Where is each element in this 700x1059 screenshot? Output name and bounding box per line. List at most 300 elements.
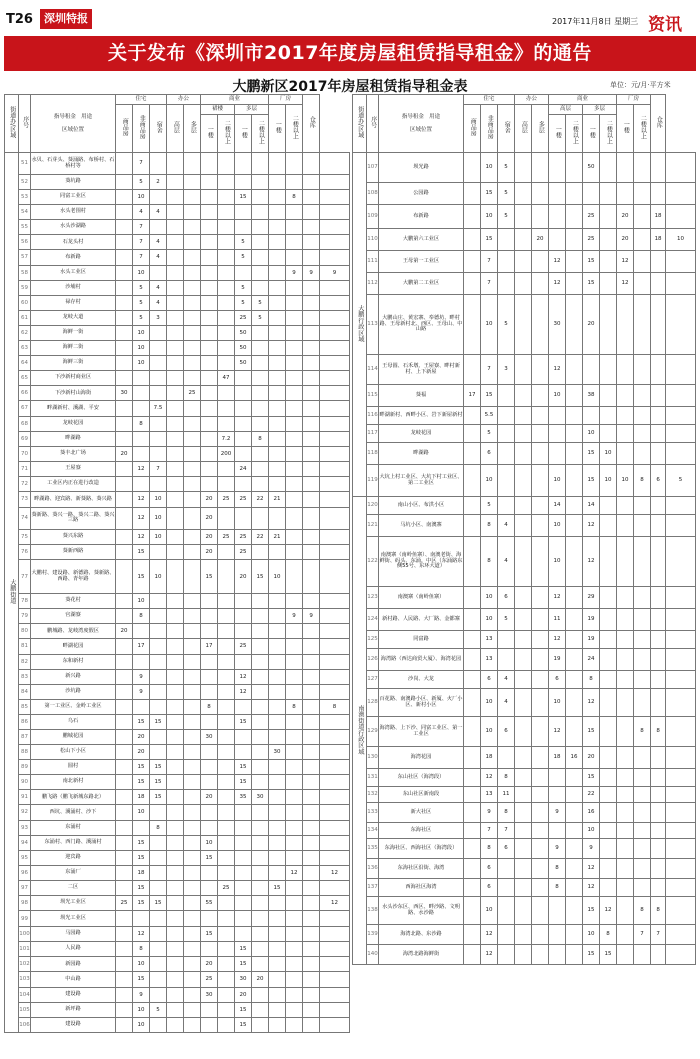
rent-value [235,820,252,835]
rent-value [303,684,320,699]
rent-value [184,730,201,745]
rent-value [303,491,320,507]
row-number: 109 [367,205,379,229]
rent-value: 15 [133,972,150,987]
rent-value: 6 [498,717,515,747]
rent-value [651,747,666,769]
area-name: 畔湖新村、西畔小区、岩下新屋新村 [379,407,464,425]
rent-value [252,865,269,880]
table-row [5,775,350,790]
rent-value: 12 [549,273,566,295]
rent-value [600,823,617,839]
area-name: 百花路、南澳路小区、新厦、火厂小区、新村小区 [379,689,464,717]
rent-value [515,839,532,859]
rent-value: 15 [133,560,150,594]
row-number: 100 [19,927,31,942]
rent-value [600,251,617,273]
table-row [5,295,350,310]
rent-value [303,529,320,544]
row-number: 58 [19,265,31,280]
rent-value [286,911,303,927]
rent-value [167,699,184,714]
rent-value [150,850,167,865]
rent-value [532,609,549,631]
rent-value: 7 [133,250,150,265]
rent-value [150,805,167,820]
rent-value [218,609,235,624]
rent-value [218,175,235,190]
table-row [5,790,350,805]
rent-value [116,295,133,310]
rent-value [116,609,133,624]
rent-value: 8 [600,925,617,945]
rent-value [515,609,532,631]
table-title: 大鹏新区2017年房屋租赁指导租金表 [232,79,468,95]
area-name: 葵福 [379,385,464,407]
rent-value [600,609,617,631]
rent-value [269,446,286,461]
rent-value [252,609,269,624]
rent-value [286,401,303,416]
row-number: 75 [19,529,31,544]
rent-value [252,714,269,729]
rent-value [269,265,286,280]
rent-value [320,507,350,529]
rent-value [269,280,286,295]
rent-value [252,594,269,609]
rent-value [515,823,532,839]
rent-value [303,356,320,371]
rent-value [303,545,320,560]
rent-value [167,295,184,310]
rent-value [498,425,515,443]
row-number: 123 [367,587,379,609]
rent-value [617,609,634,631]
rent-value [150,639,167,654]
rent-value [201,760,218,775]
rent-value [549,787,566,803]
rent-value [150,153,167,175]
rent-value [600,747,617,769]
rent-value: 7 [133,235,150,250]
rent-value [320,341,350,356]
rent-value [184,325,201,340]
rent-value [651,443,666,465]
rent-value [150,911,167,927]
row-number: 119 [367,465,379,497]
table-row [353,879,696,897]
rent-value: 12 [617,251,634,273]
rent-value [566,787,583,803]
rent-value [320,624,350,639]
rent-value [634,839,651,859]
rent-value [184,190,201,205]
rent-value [566,769,583,787]
rent-value: 12 [549,251,566,273]
rent-value [269,190,286,205]
rent-value [269,790,286,805]
table-row [5,911,350,927]
area-name: 东海社区沿街、海湾 [379,859,464,879]
rent-value [286,624,303,639]
rent-value [167,545,184,560]
rent-value: 50 [235,341,252,356]
rent-value [532,879,549,897]
rent-value [651,787,666,803]
rent-value: 4 [498,515,515,537]
rent-value [634,879,651,897]
rent-value [269,507,286,529]
rent-value [464,769,481,787]
rent-value: 19 [583,631,600,649]
rent-value [464,465,481,497]
area-name: 王屋寮 [31,461,116,476]
table-row [5,609,350,624]
rent-value [150,371,167,386]
row-number: 113 [367,295,379,355]
rent-value [532,443,549,465]
rent-value [218,775,235,790]
rent-value [167,416,184,431]
rent-value [320,175,350,190]
row-number: 97 [19,880,31,895]
rent-value [532,385,549,407]
rent-value [566,897,583,925]
rent-value [167,820,184,835]
rent-value [515,689,532,717]
rent-value: 10 [133,190,150,205]
rent-value: 7.5 [150,401,167,416]
area-name: 建设路 [31,987,116,1002]
rent-value [600,649,617,671]
rent-value: 10 [133,594,150,609]
rent-value [201,220,218,235]
rent-value [133,401,150,416]
rent-value [218,507,235,529]
rent-value: 10 [549,537,566,587]
rent-value [286,529,303,544]
area-name: 松山下小区 [31,745,116,760]
rent-value [235,153,252,175]
rent-value [532,897,549,925]
area-name: 东涌村 [31,820,116,835]
rent-value: 5 [498,205,515,229]
rent-value [286,730,303,745]
rent-value [651,251,666,273]
rent-value [634,205,651,229]
rent-value [167,431,184,446]
rent-value: 12 [583,515,600,537]
rent-value [133,476,150,491]
rent-value: 8 [150,820,167,835]
row-number: 116 [367,407,379,425]
rent-value [184,507,201,529]
rent-value [235,699,252,714]
rent-value [167,972,184,987]
table-row [5,639,350,654]
rent-value [532,273,549,295]
rent-value [235,835,252,850]
rent-value [286,760,303,775]
row-number: 69 [19,431,31,446]
seq-header: 序号 [21,116,29,129]
rent-value [515,251,532,273]
table-row [5,175,350,190]
rent-value [666,897,696,925]
rent-value [184,896,201,911]
table-row [5,529,350,544]
rent-value [150,341,167,356]
row-number: 131 [367,769,379,787]
rent-value: 5 [133,175,150,190]
rent-value [532,859,549,879]
rent-value [600,355,617,385]
row-number: 92 [19,805,31,820]
rent-value [532,425,549,443]
area-name: 新兴路 [31,669,116,684]
table-row [353,537,696,587]
rent-value [617,787,634,803]
location-header: 区域位置 [61,126,84,133]
rent-value: 12 [133,529,150,544]
area-name: 畔湖花园 [31,639,116,654]
rent-value [600,689,617,717]
rent-value: 8 [651,897,666,925]
rent-value [303,699,320,714]
rent-value [320,1002,350,1017]
area-name: 石龙头村 [31,235,116,250]
rent-value: 15 [235,760,252,775]
rent-value [218,280,235,295]
rent-value [303,250,320,265]
area-name: 畔湖新村、溪湖、平安 [31,401,116,416]
rent-value [566,839,583,859]
rent-value [116,942,133,957]
rent-value: 10 [150,560,167,594]
rent-value [218,235,235,250]
rent-value [617,671,634,689]
rent-value [303,972,320,987]
rent-value [666,925,696,945]
rent-value: 16 [566,747,583,769]
rent-value: 10 [481,587,498,609]
rent-value [600,229,617,251]
area-name: 大鹏第二工业区 [379,273,464,295]
commercial-header: 商业 [201,95,269,105]
table-row [353,925,696,945]
area-name: 同富路 [379,631,464,649]
rent-value: 12 [583,879,600,897]
row-number: 140 [367,945,379,965]
rent-value: 10 [481,205,498,229]
rent-value [566,385,583,407]
rent-value [269,805,286,820]
rent-value: 9 [133,684,150,699]
row-number: 63 [19,341,31,356]
rent-value [116,699,133,714]
rent-value [167,624,184,639]
table-row [5,250,350,265]
rent-value [464,295,481,355]
rent-value [532,649,549,671]
rent-value [617,153,634,183]
rent-value [464,671,481,689]
rent-value: 47 [218,371,235,386]
rent-value [252,684,269,699]
rent-value [515,631,532,649]
rent-value [184,942,201,957]
rent-value [464,859,481,879]
rent-value: 12 [549,717,566,747]
rent-value [464,425,481,443]
rent-value [184,280,201,295]
rent-value [651,295,666,355]
rent-value [184,714,201,729]
table-row [353,229,696,251]
rent-value [566,205,583,229]
row-number: 103 [19,972,31,987]
rent-value [303,280,320,295]
rent-value [320,714,350,729]
rent-value [320,325,350,340]
table-row [5,401,350,416]
table-row [353,465,696,497]
rent-value [184,669,201,684]
table-row [5,896,350,911]
rent-value [235,175,252,190]
rent-value [184,654,201,669]
rent-value [651,689,666,717]
row-number: 54 [19,205,31,220]
table-row [353,355,696,385]
rent-value [150,356,167,371]
rent-value: 30 [269,745,286,760]
rent-value [184,220,201,235]
row-number: 78 [19,594,31,609]
rent-value [150,265,167,280]
rent-value [201,654,218,669]
rent-value [150,594,167,609]
table-row [353,859,696,879]
row-number: 127 [367,671,379,689]
rent-value [666,839,696,859]
rent-value [167,476,184,491]
rent-value [634,443,651,465]
rent-value [184,835,201,850]
row-number: 110 [367,229,379,251]
rent-value [167,927,184,942]
district-group [5,153,19,1033]
rent-value: 4 [150,295,167,310]
rent-value [600,153,617,183]
rent-value [184,684,201,699]
area-name: 龙岐花园 [379,425,464,443]
rent-value [498,859,515,879]
area-name: 大坑上村工业区、大坑下村工业区、第二工业区 [379,465,464,497]
rent-value: 13 [481,631,498,649]
area-name: 东海社区、西海社区（海湾段） [379,839,464,859]
rent-value [464,717,481,747]
rent-value [184,987,201,1002]
rent-value: 13 [481,787,498,803]
district-label: 南澳街道行政区域 [356,704,364,755]
rent-value: 30 [235,972,252,987]
rent-value [320,850,350,865]
rent-value [532,515,549,537]
rent-value [566,717,583,747]
rent-value [167,265,184,280]
rent-value [167,310,184,325]
rent-value [116,654,133,669]
rent-value [252,545,269,560]
rent-value [286,745,303,760]
rent-value [252,927,269,942]
rent-value [184,972,201,987]
rent-value [252,401,269,416]
row-number: 65 [19,371,31,386]
rent-value: 22 [583,787,600,803]
rent-value [464,443,481,465]
rent-value [116,461,133,476]
rent-value [600,631,617,649]
rent-value [116,491,133,507]
rent-value: 4 [150,250,167,265]
rent-value [218,190,235,205]
rent-value [116,431,133,446]
rent-value [303,560,320,594]
rent-value: 8 [481,515,498,537]
rent-value [218,835,235,850]
rent-value [286,280,303,295]
factory-up-header: 二楼以上 [291,115,299,140]
rent-value [498,879,515,897]
rent-value [167,491,184,507]
headline-banner: 关于发布《深圳市2017年度房屋租赁指导租金》的通告 [4,36,696,71]
rent-value [515,879,532,897]
rent-value [218,624,235,639]
rent-value [617,859,634,879]
rent-value: 25 [235,491,252,507]
rent-value: 8 [481,839,498,859]
rent-value [150,987,167,1002]
rent-value [532,251,549,273]
rent-value [464,273,481,295]
residential-header-2: 住宅 [464,95,515,105]
rent-value [566,689,583,717]
rent-value [167,957,184,972]
row-number: 115 [367,385,379,407]
rent-value: 10 [150,529,167,544]
rent-value [617,385,634,407]
rent-value [167,401,184,416]
rent-value: 20 [116,624,133,639]
rent-value [235,850,252,865]
rent-value: 15 [133,760,150,775]
rent-value [133,446,150,461]
podium-header-2: 高层 [549,105,583,115]
rent-value: 7.2 [218,431,235,446]
rent-value [116,820,133,835]
table-row [353,251,696,273]
rent-value [167,1017,184,1032]
rent-value [617,769,634,787]
area-name: 西坑、溪涌村、沙下 [31,805,116,820]
rent-value [286,431,303,446]
rent-value [583,183,600,205]
rent-value [184,545,201,560]
rent-value [150,669,167,684]
rent-value [150,835,167,850]
